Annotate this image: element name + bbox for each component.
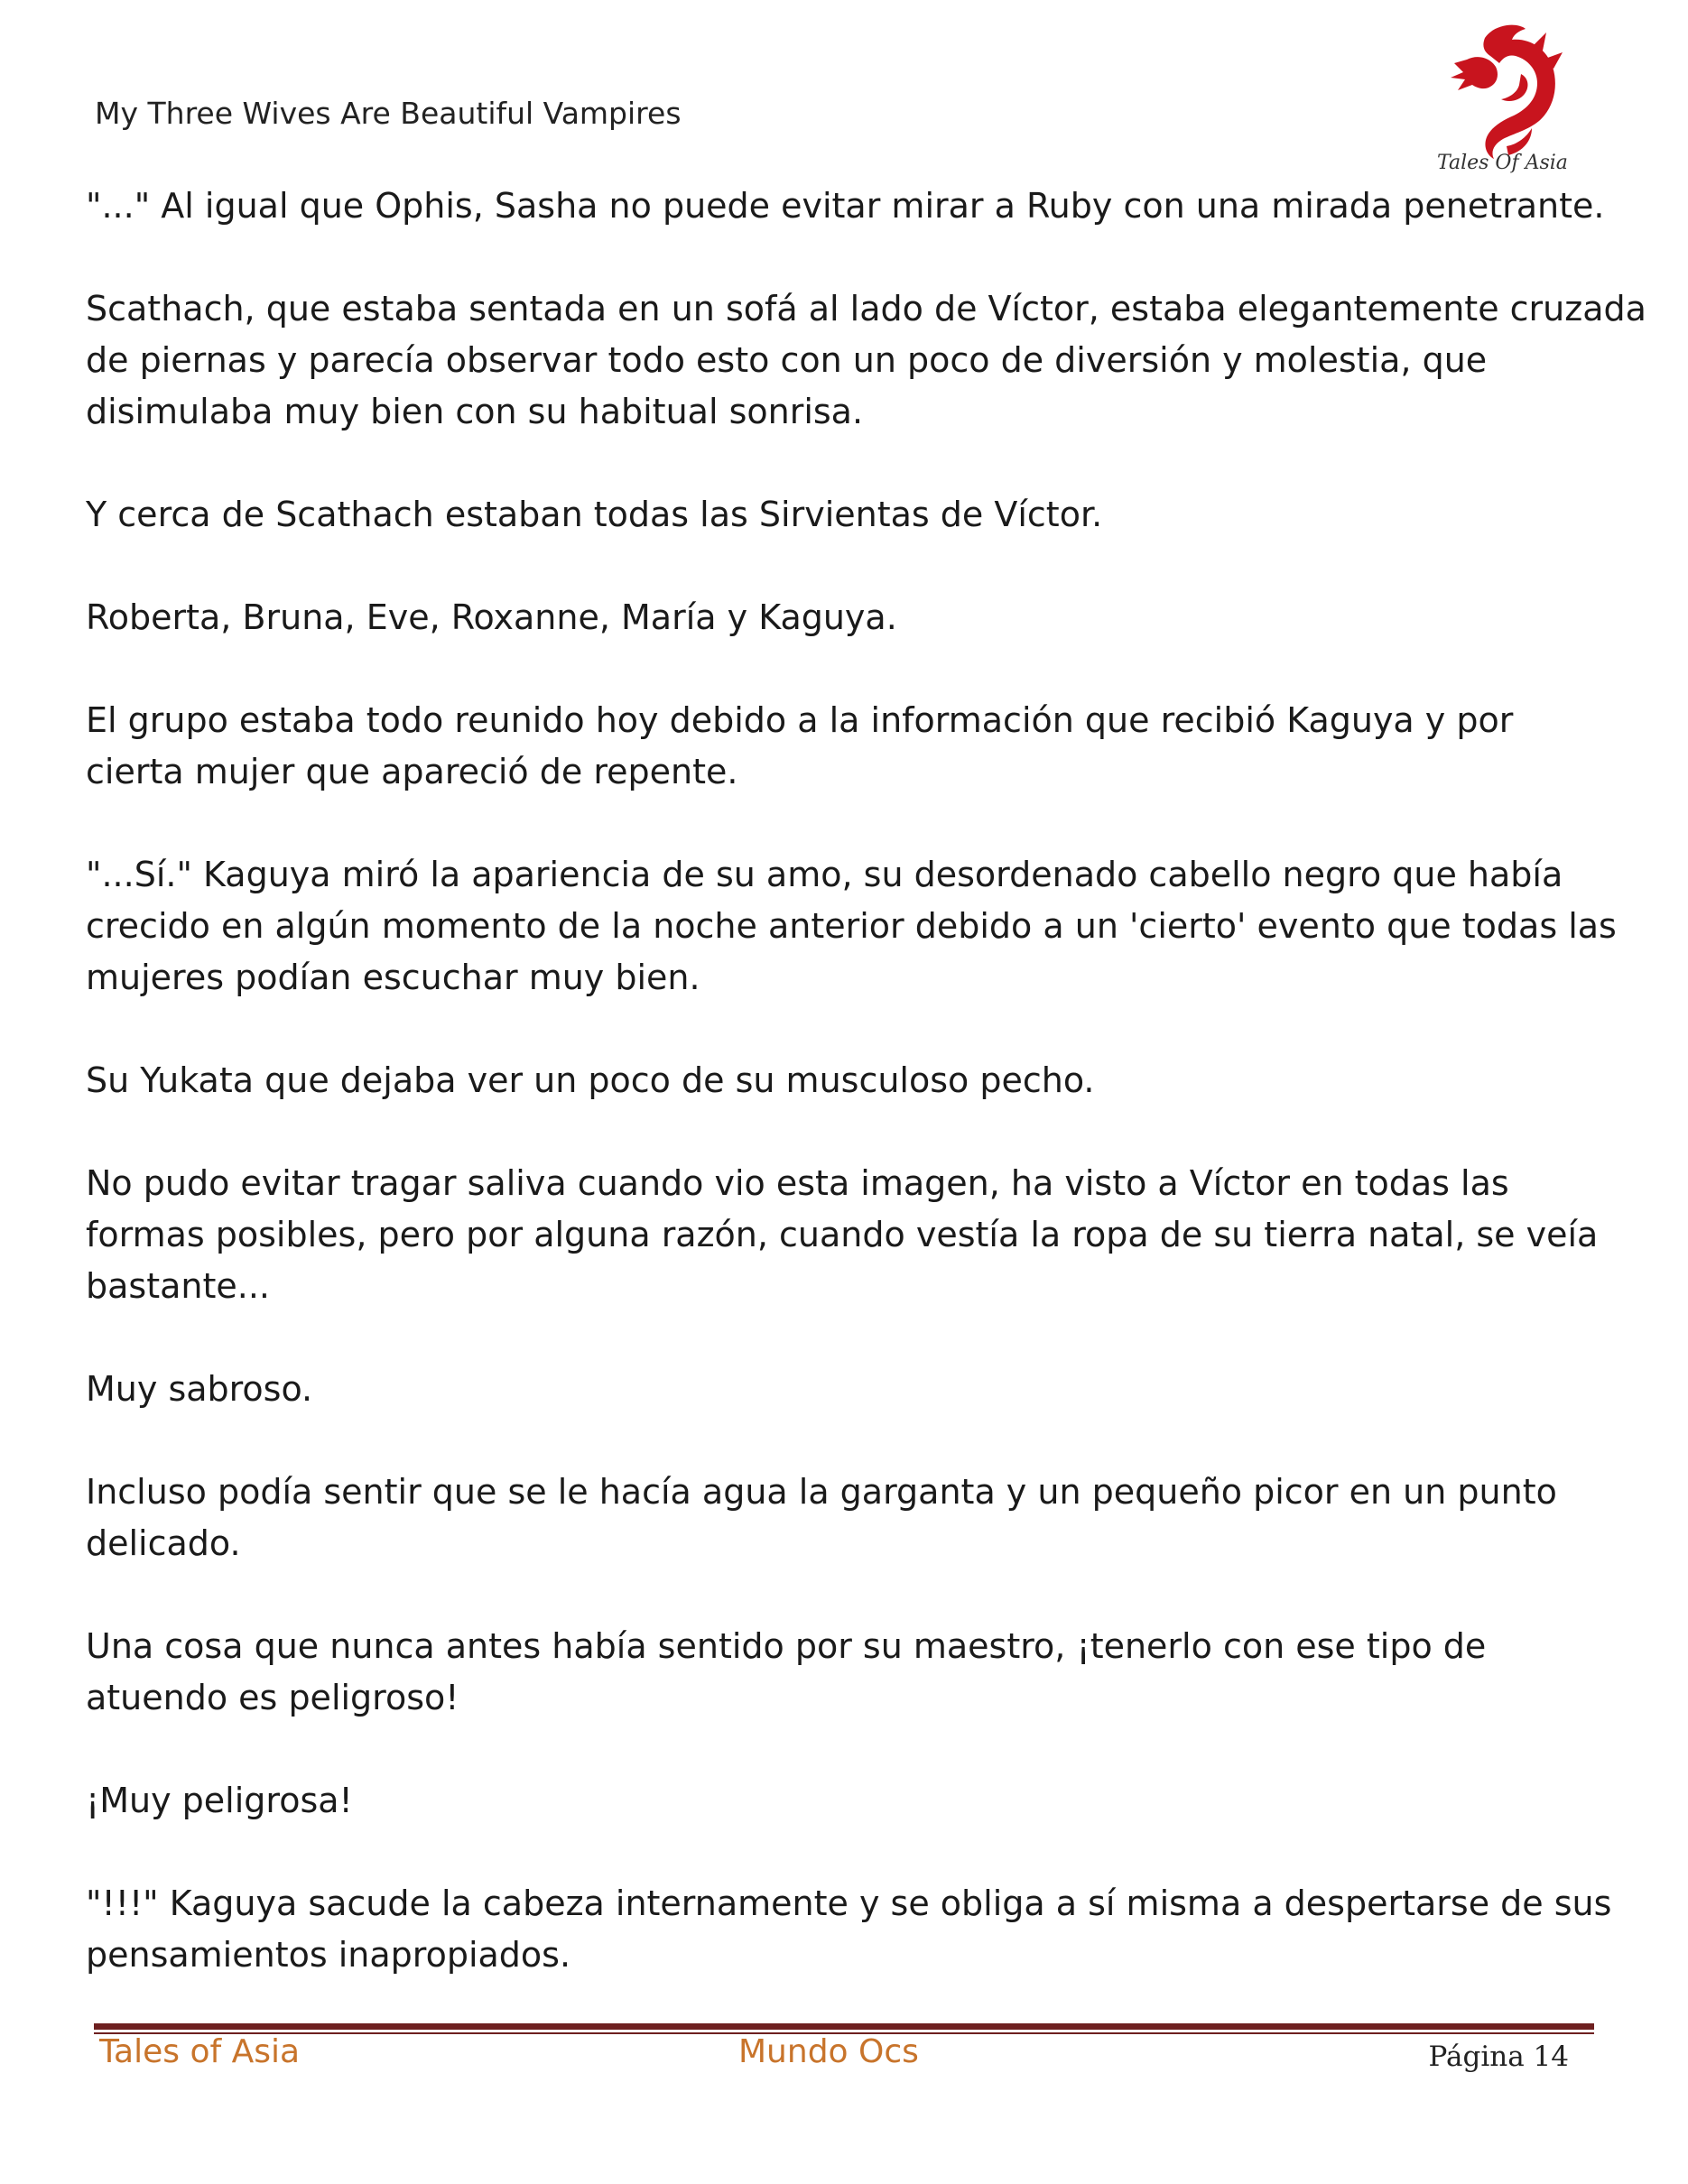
text-line: delicado.: [86, 1523, 241, 1563]
paragraph: [86, 1878, 1620, 1981]
text-line: formas posibles, pero por alguna razón, cuando vestía la ropa de su tierra natal, se veía: [86, 1215, 1599, 1254]
text-line: Scathach, que estaba sentada en un sofá al lado de Víctor, estaba elegantemente cruzada: [86, 289, 1646, 329]
text-line: "...Sí." Kaguya miró la apariencia de su amo, su desordenado cabello negro que había: [86, 855, 1563, 894]
text-line: pensamientos inapropiados.: [86, 1935, 571, 1975]
paragraph: [86, 489, 1620, 541]
text-line: disimulaba muy bien con su habitual sonrisa.: [86, 392, 864, 431]
text-line: de piernas y parecía observar todo esto con un poco de diversión y molestia, que: [86, 340, 1488, 380]
book-title: My Three Wives Are Beautiful Vampires: [95, 96, 682, 131]
paragraph: [86, 283, 1646, 438]
paragraph: [86, 1467, 1620, 1569]
text-line: Roberta, Bruna, Eve, Roxanne, María y Kaguya.: [86, 597, 897, 637]
text-line: Una cosa que nunca antes había sentido por su maestro, ¡tenerlo con ese tipo de: [86, 1626, 1487, 1666]
paragraph: [86, 849, 1620, 1004]
paragraph: [86, 1158, 1620, 1312]
paragraph: [86, 1621, 1620, 1724]
text-line: "..." Al igual que Ophis, Sasha no puede evitar mirar a Ruby con una mirada penetrante.: [86, 186, 1605, 226]
text-line: Y cerca de Scathach estaban todas las Sirvientas de Víctor.: [86, 495, 1103, 534]
text-line: atuendo es peligroso!: [86, 1678, 459, 1717]
logo-text: Tales Of Asia: [1437, 152, 1568, 174]
page-number: Página 14: [1428, 2041, 1569, 2073]
text-line: Su Yukata que dejaba ver un poco de su musculoso pecho.: [86, 1060, 1095, 1100]
footer-section: Mundo Ocs: [738, 2033, 919, 2070]
text-line: crecido en algún momento de la noche anterior debido a un 'cierto' evento que todas las: [86, 906, 1617, 946]
paragraph: [86, 695, 1620, 798]
paragraph: [86, 592, 1620, 643]
paragraph: [86, 180, 1620, 232]
text-line: ¡Muy peligrosa!: [86, 1781, 353, 1820]
paragraph: [86, 1055, 1620, 1106]
footer-publisher: Tales of Asia: [99, 2033, 301, 2070]
paragraph: [86, 1775, 1620, 1827]
text-line: cierta mujer que apareció de repente.: [86, 752, 738, 791]
text-line: bastante...: [86, 1266, 270, 1306]
text-line: mujeres podían escuchar muy bien.: [86, 958, 700, 997]
chapter-text: [86, 180, 1646, 2032]
text-line: No pudo evitar tragar saliva cuando vio esta imagen, ha visto a Víctor en todas las: [86, 1163, 1509, 1203]
footer-divider: [94, 2023, 1594, 2030]
paragraph: [86, 1364, 1620, 1415]
text-line: "!!!" Kaguya sacude la cabeza internamente y se obliga a sí misma a despertarse de sus: [86, 1883, 1612, 1923]
text-line: Incluso podía sentir que se le hacía agua la garganta y un pequeño picor en un punto: [86, 1472, 1557, 1512]
text-line: El grupo estaba todo reunido hoy debido a la información que recibió Kaguya y por: [86, 700, 1514, 740]
text-line: Muy sabroso.: [86, 1369, 313, 1409]
